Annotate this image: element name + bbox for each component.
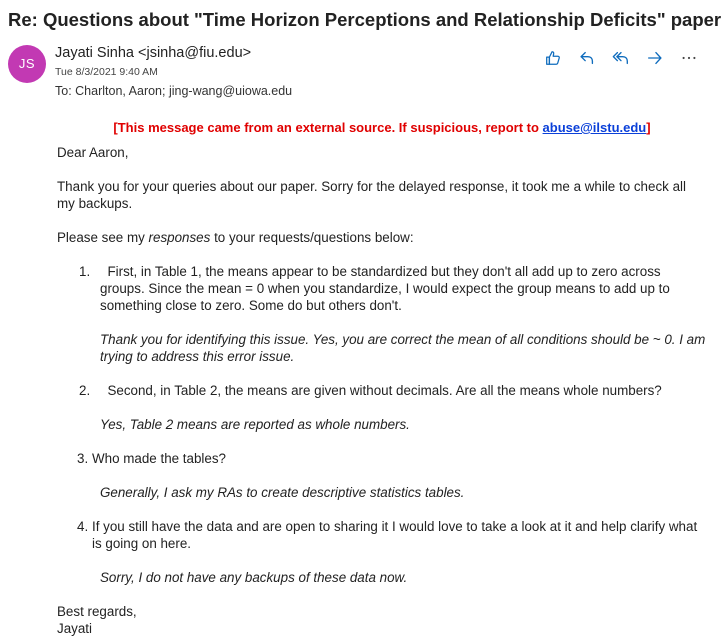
sent-date: Tue 8/3/2021 9:40 AM bbox=[55, 66, 158, 78]
external-warning bbox=[57, 119, 707, 136]
reply-all-icon bbox=[611, 49, 631, 67]
warning-bracket: ] bbox=[646, 120, 651, 135]
question: If you still have the data and are open to sharing it I would love to take a look at it and help clarify what is going on here. bbox=[92, 519, 698, 551]
warning-text: [This message came from an external source. If suspicious, report to bbox=[113, 120, 543, 135]
list-item bbox=[57, 263, 707, 365]
paragraph-text: to your requests/questions below: bbox=[210, 230, 414, 245]
email-subject: Re: Questions about "Time Horizon Perceptions and Relationship Deficits" paper bbox=[8, 9, 721, 30]
reply-icon bbox=[578, 49, 596, 67]
sender-name-email[interactable]: Jayati Sinha <jsinha@fiu.edu> bbox=[55, 45, 252, 61]
list-item bbox=[57, 382, 707, 433]
paragraph-text: Please see my bbox=[57, 230, 149, 245]
question: Who made the tables? bbox=[92, 451, 226, 466]
item-number: 2. bbox=[79, 383, 91, 398]
avatar[interactable]: JS bbox=[8, 45, 46, 83]
signature: Jayati bbox=[57, 621, 92, 636]
paragraph: Thank you for your queries about our paper. Sorry for the delayed response, it took me a while to check all my backups. bbox=[57, 179, 686, 211]
reply-all-button[interactable] bbox=[611, 48, 631, 68]
more-options-button[interactable] bbox=[679, 48, 699, 68]
forward-button[interactable] bbox=[645, 48, 665, 68]
greeting: Dear Aaron, bbox=[57, 145, 129, 160]
answer: Sorry, I do not have any backups of these data now. bbox=[100, 570, 408, 585]
recipients[interactable]: To: Charlton, Aaron; jing-wang@uiowa.edu bbox=[55, 84, 293, 98]
question: First, in Table 1, the means appear to be standardized but they don't all add up to zero across groups. Since the mean = 0 when you standardize, I would expect the group means to add up to something close to zero. Some do but others don't. bbox=[100, 264, 674, 313]
item-number: 3. bbox=[77, 451, 89, 466]
item-number: 1. bbox=[79, 264, 91, 279]
abuse-email-link[interactable]: abuse@ilstu.edu bbox=[542, 120, 647, 135]
more-icon bbox=[680, 49, 698, 67]
list-item bbox=[57, 450, 707, 501]
forward-icon bbox=[646, 49, 664, 67]
thumbs-up-icon bbox=[544, 49, 562, 67]
answer: Yes, Table 2 means are reported as whole numbers. bbox=[100, 417, 410, 432]
item-number: 4. bbox=[77, 519, 89, 534]
list-item bbox=[57, 518, 707, 586]
closing: Best regards, bbox=[57, 604, 137, 619]
answer: Generally, I ask my RAs to create descriptive statistics tables. bbox=[100, 485, 465, 500]
paragraph bbox=[57, 229, 707, 246]
like-button[interactable] bbox=[543, 48, 563, 68]
answer: Thank you for identifying this issue. Yes, you are correct the mean of all conditions should be ~ 0. I am trying to address this error issue. bbox=[100, 332, 706, 364]
emphasis-text: responses bbox=[148, 230, 211, 245]
message-actions bbox=[543, 48, 699, 68]
message-body bbox=[57, 119, 707, 637]
reply-button[interactable] bbox=[577, 48, 597, 68]
qa-list bbox=[57, 263, 707, 586]
question: Second, in Table 2, the means are given without decimals. Are all the means whole numbers? bbox=[100, 383, 662, 398]
